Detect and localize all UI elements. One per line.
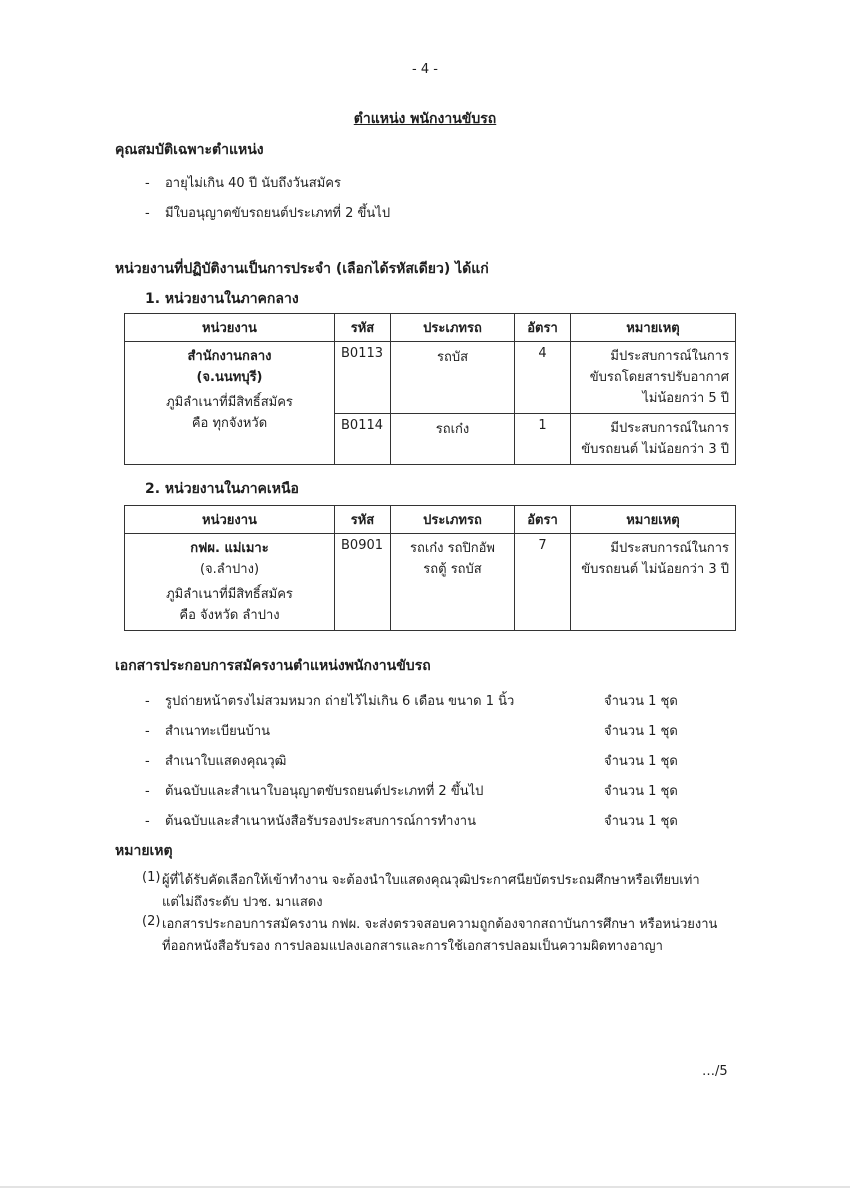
table-row [125, 534, 736, 631]
document-item: - ต้นฉบับและสำเนาหนังสือรับรองประสบการณ์การทำงาน [145, 814, 476, 829]
document-item: - ต้นฉบับและสำเนาใบอนุญาตขับรถยนต์ประเภทที่ 2 ขึ้นไป [145, 784, 484, 799]
header-code: รหัส [335, 506, 391, 534]
header-code: รหัส [335, 314, 391, 342]
document-item: - รูปถ่ายหน้าตรงไม่สวมหมวก ถ่ายไว้ไม่เกิน 6 เดือน ขนาด 1 นิ้ว [145, 694, 515, 709]
header-note: หมายเหตุ [571, 506, 736, 534]
remarks-heading: หมายเหตุ [115, 843, 173, 859]
unit-cell [125, 342, 335, 465]
domicile-label: ภูมิลำเนาที่มีสิทธิ์สมัคร [166, 395, 293, 410]
header-unit: หน่วยงาน [125, 506, 335, 534]
domicile-value: คือ จังหวัด ลำปาง [179, 608, 280, 623]
remark-item: เอกสารประกอบการสมัครงาน กฟผ. จะส่งตรวจสอบความถูกต้องจากสถาบันการศึกษา หรือหน่วยงาน ที่ออกหนังสือรับรอง การปลอมแปลงเอกสารและการใช้เอกสารปลอมเป็นความผิดทางอาญา [162, 917, 718, 954]
code-cell: B0901 [335, 534, 391, 631]
vehicle-cell: รถเก๋ง รถปิกอัพ รถตู้ รถบัส [391, 534, 515, 631]
document-qty: จำนวน 1 ชุด [604, 784, 678, 799]
remark-item: ผู้ที่ได้รับคัดเลือกให้เข้าทำงาน จะต้องนำใบแสดงคุณวุฒิประกาศนียบัตรประถมศึกษาหรือเทียบเท่า แต่ไม่ถึงระดับ ปวช. มาแสดง [162, 873, 700, 910]
table-row [125, 342, 736, 414]
document-qty: จำนวน 1 ชุด [604, 754, 678, 769]
remark-number: (1) [142, 870, 161, 885]
unit-name: สำนักงานกลาง [187, 349, 272, 364]
document-qty: จำนวน 1 ชุด [604, 724, 678, 739]
header-note: หมายเหตุ [571, 314, 736, 342]
note-cell: มีประสบการณ์ในการ ขับรถโดยสารปรับอากาศ ไม่น้อยกว่า 5 ปี [571, 342, 736, 414]
vehicle-cell: รถเก๋ง [391, 414, 515, 465]
rate-cell: 7 [515, 534, 571, 631]
documents-heading: เอกสารประกอบการสมัครงานตำแหน่งพนักงานขับรถ [115, 658, 431, 674]
unit-province: (จ.ลำปาง) [199, 562, 260, 577]
header-vehicle: ประเภทรถ [391, 506, 515, 534]
document-qty: จำนวน 1 ชุด [604, 814, 678, 829]
qualification-item: - มีใบอนุญาตขับรถยนต์ประเภทที่ 2 ขึ้นไป [145, 206, 391, 221]
document-qty: จำนวน 1 ชุด [604, 694, 678, 709]
vehicle-cell: รถบัส [391, 342, 515, 414]
header-unit: หน่วยงาน [125, 314, 335, 342]
domicile-label: ภูมิลำเนาที่มีสิทธิ์สมัคร [166, 587, 293, 602]
scan-edge-divider [0, 1186, 850, 1188]
document-item: - สำเนาทะเบียนบ้าน [145, 724, 271, 739]
note-cell: มีประสบการณ์ในการ ขับรถยนต์ ไม่น้อยกว่า 3 ปี [571, 534, 736, 631]
north-units-table [124, 505, 736, 631]
code-cell: B0114 [335, 414, 391, 465]
region-north-heading: 2. หน่วยงานในภาคเหนือ [145, 481, 299, 497]
code-cell: B0113 [335, 342, 391, 414]
qualifications-heading: คุณสมบัติเฉพาะตำแหน่ง [115, 142, 264, 158]
table-header-row [125, 314, 736, 342]
unit-name: กฟผ. แม่เมาะ [190, 541, 269, 556]
region-central-heading: 1. หน่วยงานในภาคกลาง [145, 291, 299, 307]
unit-province: (จ.นนทบุรี) [196, 370, 263, 385]
units-heading: หน่วยงานที่ปฏิบัติงานเป็นการประจำ (เลือกได้รหัสเดียว) ได้แก่ [115, 261, 489, 277]
header-rate: อัตรา [515, 314, 571, 342]
domicile-value: คือ ทุกจังหวัด [191, 416, 268, 431]
header-vehicle: ประเภทรถ [391, 314, 515, 342]
page-number: - 4 - [412, 62, 438, 77]
table-header-row [125, 506, 736, 534]
central-units-table [124, 313, 736, 465]
qualification-item: - อายุไม่เกิน 40 ปี นับถึงวันสมัคร [145, 176, 341, 191]
next-page-marker: …/5 [702, 1064, 728, 1079]
page-title: ตำแหน่ง พนักงานขับรถ [353, 111, 497, 127]
unit-cell [125, 534, 335, 631]
header-rate: อัตรา [515, 506, 571, 534]
rate-cell: 1 [515, 414, 571, 465]
note-cell: มีประสบการณ์ในการ ขับรถยนต์ ไม่น้อยกว่า 3 ปี [571, 414, 736, 465]
document-item: - สำเนาใบแสดงคุณวุฒิ [145, 754, 287, 769]
rate-cell: 4 [515, 342, 571, 414]
remark-number: (2) [142, 914, 161, 929]
